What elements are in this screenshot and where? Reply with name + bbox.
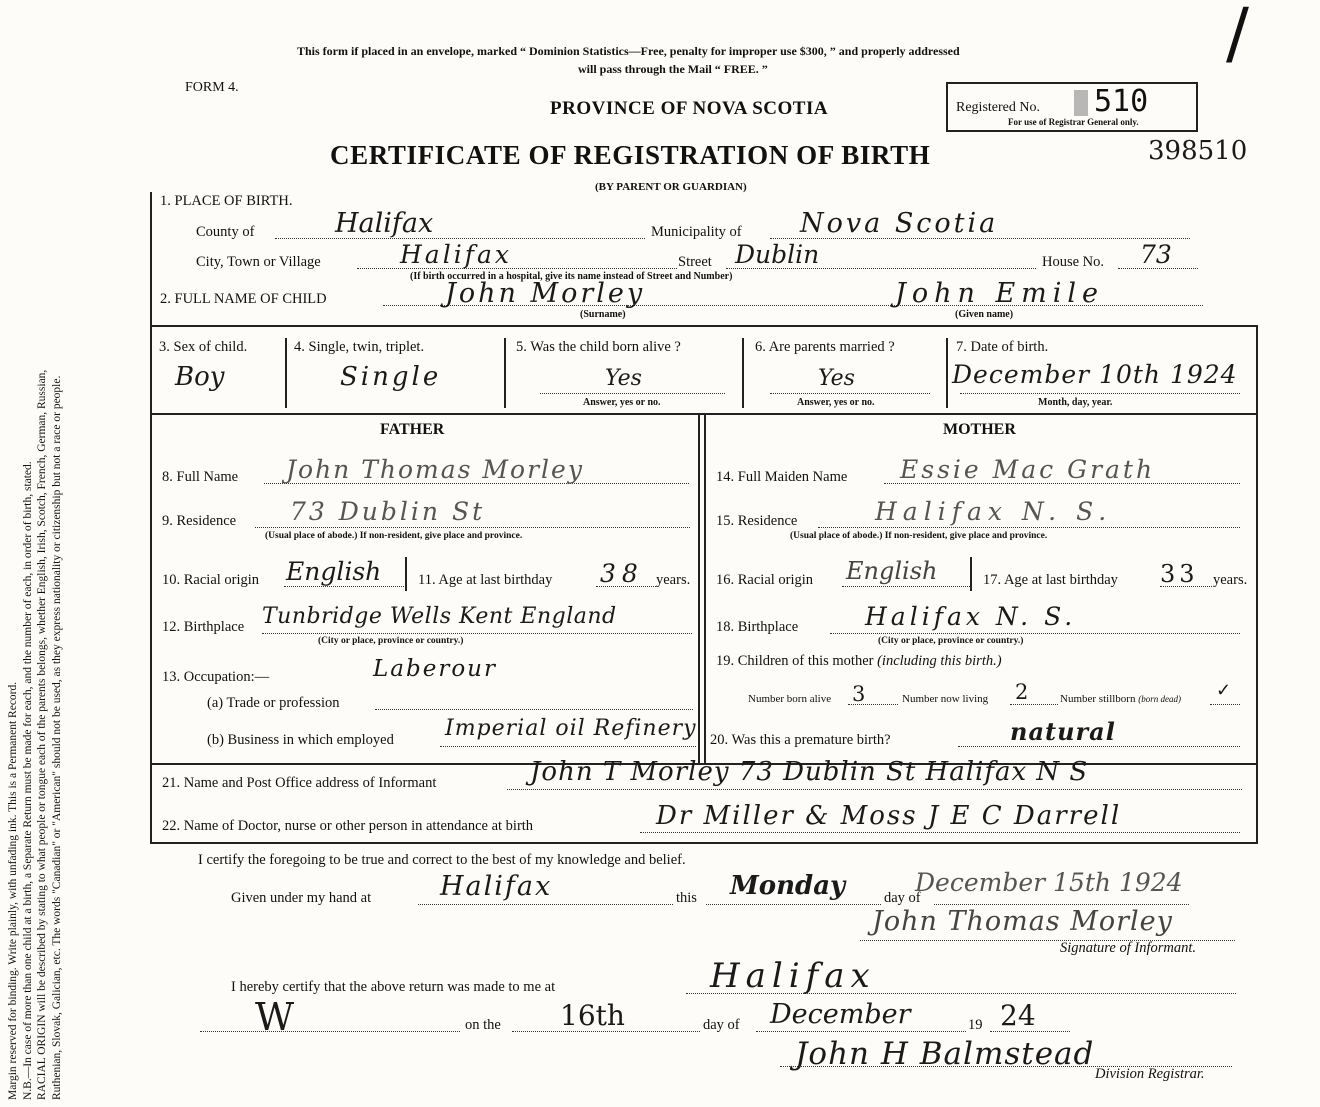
row3-divider-2 <box>504 338 506 408</box>
mother-birthplace-note: (City or place, province or country.) <box>878 636 1024 646</box>
frame-bottom <box>150 842 1258 844</box>
stillborn-label <box>1060 693 1181 705</box>
street-value: Dublin <box>735 240 820 269</box>
father-race-divider <box>405 557 407 591</box>
given-date-line <box>934 904 1189 905</box>
plurality-value: Single <box>340 362 442 392</box>
father-race-line <box>284 586 404 587</box>
father-residence-label: 9. Residence <box>162 513 237 529</box>
father-birthplace-label: 12. Birthplace <box>162 619 245 635</box>
mother-race-divider <box>970 557 972 591</box>
mother-race-value: English <box>846 557 938 585</box>
child-surname-value: John Morley <box>445 278 646 309</box>
birth-date-label: 7. Date of birth. <box>956 339 1049 355</box>
registration-stamp-mark <box>1074 90 1088 116</box>
registrar-month-line <box>756 1031 966 1032</box>
mother-residence-line <box>818 527 1240 528</box>
father-age-unit: years. <box>656 572 691 588</box>
business-value: Imperial oil Refinery <box>445 716 697 741</box>
county-label: County of <box>196 224 255 240</box>
hospital-note: (If birth occurred in a hospital, give its name instead of Street and Number) <box>410 271 733 282</box>
parents-divider <box>698 413 700 763</box>
mother-birthplace-line <box>830 633 1240 634</box>
registration-box <box>946 82 1198 132</box>
city-label: City, Town or Village <box>196 254 321 270</box>
sex-label: 3. Sex of child. <box>159 339 248 355</box>
postal-notice-1: This form if placed in an envelope, marked “ Dominion Statistics—Free, penalty for improper use $300, ” and properly addressed <box>297 44 960 58</box>
form-number: FORM 4. <box>185 80 239 95</box>
stamp-number: 398510 <box>1148 136 1248 166</box>
living-count-value: 2 <box>1015 680 1029 704</box>
parents-married-note: Answer, yes or no. <box>797 397 875 408</box>
frame-left <box>150 192 152 842</box>
given-date-value: December 15th 1924 <box>915 868 1183 897</box>
birth-date-line <box>960 393 1240 394</box>
mother-age-unit: years. <box>1213 572 1248 588</box>
birth-date-value: December 10th 1924 <box>952 360 1238 389</box>
margin-line-4: Ruthenian, Slovak, Galician, etc. The words "Canadian" or "American" should not be used, as they express nationality or citizenship but not a race or people. <box>50 375 63 1100</box>
trade-label: (a) Trade or profession <box>207 695 340 711</box>
premature-value: natural <box>1010 717 1116 746</box>
occupation-value: Laberour <box>373 656 497 682</box>
surname-note: (Surname) <box>580 309 626 320</box>
mother-race-label: 16. Racial origin <box>716 572 814 588</box>
registrar-initial: W <box>255 995 295 1039</box>
registrar-general-note: For use of Registrar General only. <box>1008 117 1139 127</box>
registrar-statement: I hereby certify that the above return was made to me at <box>231 979 556 995</box>
county-line <box>275 238 645 239</box>
given-name-note: (Given name) <box>955 309 1014 320</box>
margin-rotated-block <box>6 30 64 1100</box>
registrar-day-of-label: day of <box>703 1017 740 1033</box>
children-label <box>716 653 1002 670</box>
born-alive-count-label: Number born alive <box>748 693 832 705</box>
living-count-label: Number now living <box>902 693 989 705</box>
born-alive-line <box>540 393 725 394</box>
registrar-month-value: December <box>770 999 911 1030</box>
father-race-label: 10. Racial origin <box>162 572 260 588</box>
given-place-line <box>418 904 673 905</box>
mother-birthplace-value: Halifax N. S. <box>865 602 1077 631</box>
father-race-value: English <box>286 557 382 586</box>
sex-value: Boy <box>175 362 225 392</box>
street-label: Street <box>678 254 712 270</box>
children-label-main: 19. Children of this mother <box>716 653 874 669</box>
row3-divider-1 <box>285 338 287 408</box>
premature-label: 20. Was this a premature birth? <box>710 732 891 748</box>
registrar-signature: John H Balmstead <box>795 1036 1095 1072</box>
occupation-label: 13. Occupation:— <box>162 669 270 685</box>
province-heading: PROVINCE OF NOVA SCOTIA <box>550 98 829 119</box>
father-age-label: 11. Age at last birthday <box>418 572 553 588</box>
mother-name-label: 14. Full Maiden Name <box>716 469 848 485</box>
registrar-year-prefix: 19 <box>968 1017 983 1033</box>
house-number-value: 73 <box>1140 240 1172 269</box>
weekday-value: Monday <box>730 871 846 901</box>
informant-label: 21. Name and Post Office address of Informant <box>162 775 437 791</box>
this-label: this <box>676 890 697 906</box>
municipality-label: Municipality of <box>651 224 742 240</box>
born-alive-label: 5. Was the child born alive ? <box>516 339 681 355</box>
stillborn-line <box>1210 704 1240 705</box>
row3-divider-3 <box>742 338 744 408</box>
father-heading: FATHER <box>380 421 445 438</box>
father-name-label: 8. Full Name <box>162 469 239 485</box>
attendant-label: 22. Name of Doctor, nurse or other person in attendance at birth <box>162 818 534 834</box>
row3-divider-4 <box>946 338 948 408</box>
registrar-place-value: Halifax <box>710 956 876 996</box>
city-value: Halifax <box>400 240 512 269</box>
certify-statement: I certify the foregoing to be true and correct to the best of my knowledge and belief. <box>198 852 686 868</box>
parents-married-line <box>770 393 930 394</box>
mother-residence-note: (Usual place of abode.) If non-resident, give place and province. <box>790 531 1048 541</box>
weekday-line <box>706 904 881 905</box>
certificate-title: CERTIFICATE OF REGISTRATION OF BIRTH <box>330 140 931 170</box>
child-name-label: 2. FULL NAME OF CHILD <box>160 291 327 307</box>
given-place-value: Halifax <box>440 871 553 902</box>
business-label: (b) Business in which employed <box>207 732 394 748</box>
stillborn-note: (born dead) <box>1138 694 1181 704</box>
informant-value: John T Morley 73 Dublin St Halifax N S <box>530 757 1089 787</box>
father-birthplace-note: (City or place, province or country.) <box>318 636 464 646</box>
trade-line <box>375 709 693 710</box>
born-alive-count-value: 3 <box>852 682 866 706</box>
attendant-value: Dr Miller & Moss J E C Darrell <box>656 801 1122 831</box>
informant-line <box>507 789 1242 790</box>
mother-age-value: 33 <box>1160 560 1199 588</box>
informant-signature: John Thomas Morley <box>872 906 1173 937</box>
mother-residence-label: 15. Residence <box>716 513 798 529</box>
mother-age-label: 17. Age at last birthday <box>983 572 1118 588</box>
living-count-line <box>1010 704 1058 705</box>
parents-married-label: 6. Are parents married ? <box>755 339 895 355</box>
certificate-subtitle: (BY PARENT OR GUARDIAN) <box>595 181 747 193</box>
father-birthplace-line <box>262 633 692 634</box>
born-alive-value: Yes <box>605 366 642 391</box>
mother-race-line <box>842 586 970 587</box>
county-value: Halifax <box>335 208 434 239</box>
registered-no-value: 510 <box>1094 84 1149 119</box>
division-registrar-caption: Division Registrar. <box>1095 1066 1205 1082</box>
margin-line-3: RACIAL ORIGIN will be described by stating to what people or tongue each of the parents belongs, whether English, Irish, Scotch, French, German, Russian, <box>36 369 48 1100</box>
birth-date-note: Month, day, year. <box>1038 397 1113 408</box>
stillborn-value: ✓ <box>1216 680 1232 701</box>
father-name-value: John Thomas Morley <box>286 455 584 484</box>
business-line <box>440 746 696 747</box>
children-label-italic: (including this birth.) <box>877 653 1002 669</box>
father-residence-value: 73 Dublin St <box>290 497 486 526</box>
registrar-on-the-label: on the <box>465 1017 501 1033</box>
father-birthplace-value: Tunbridge Wells Kent England <box>262 604 617 629</box>
corner-pen-mark: / <box>1226 0 1249 73</box>
registrar-initial-line <box>200 1031 460 1032</box>
mother-heading: MOTHER <box>943 421 1016 438</box>
plurality-label: 4. Single, twin, triplet. <box>294 339 425 355</box>
mother-name-value: Essie Mac Grath <box>900 455 1156 484</box>
informant-signature-caption: Signature of Informant. <box>1060 940 1197 956</box>
attendant-line <box>640 832 1240 833</box>
margin-line-1: Margin reserved for binding. Write plainly, with unfading ink. This is a Permanent Record. <box>7 681 19 1100</box>
registrar-day-value: 16th <box>560 999 625 1032</box>
day-of-label: day of <box>884 890 921 906</box>
child-given-name-value: John Emile <box>895 278 1105 309</box>
father-residence-note: (Usual place of abode.) If non-resident, give place and province. <box>265 531 523 541</box>
margin-line-2: N.B.—In case of more than one child at a birth, a Separate Return must be made for each, and the number of each, in order of birth, stated. <box>21 461 34 1100</box>
born-alive-note: Answer, yes or no. <box>583 397 661 408</box>
parents-divider-2 <box>704 413 706 763</box>
house-number-label: House No. <box>1042 254 1105 270</box>
mother-birthplace-label: 18. Birthplace <box>716 619 799 635</box>
mother-residence-value: Halifax N. S. <box>875 497 1113 526</box>
father-age-value: 38 <box>600 559 644 588</box>
father-residence-line <box>255 527 690 528</box>
registered-no-label: Registered No. <box>956 100 1040 115</box>
given-hand-label: Given under my hand at <box>231 890 372 906</box>
registrar-year-value: 24 <box>1000 999 1036 1032</box>
postal-notice-2: will pass through the Mail “ FREE. ” <box>578 62 768 76</box>
margin-instructions <box>6 30 156 1100</box>
municipality-value: Nova Scotia <box>800 208 999 239</box>
parents-married-value: Yes <box>818 366 855 391</box>
stillborn-label-text: Number stillborn <box>1060 693 1136 705</box>
premature-line <box>958 746 1240 747</box>
row3-top-rule <box>150 325 1258 327</box>
place-of-birth-heading: 1. PLACE OF BIRTH. <box>160 193 293 209</box>
